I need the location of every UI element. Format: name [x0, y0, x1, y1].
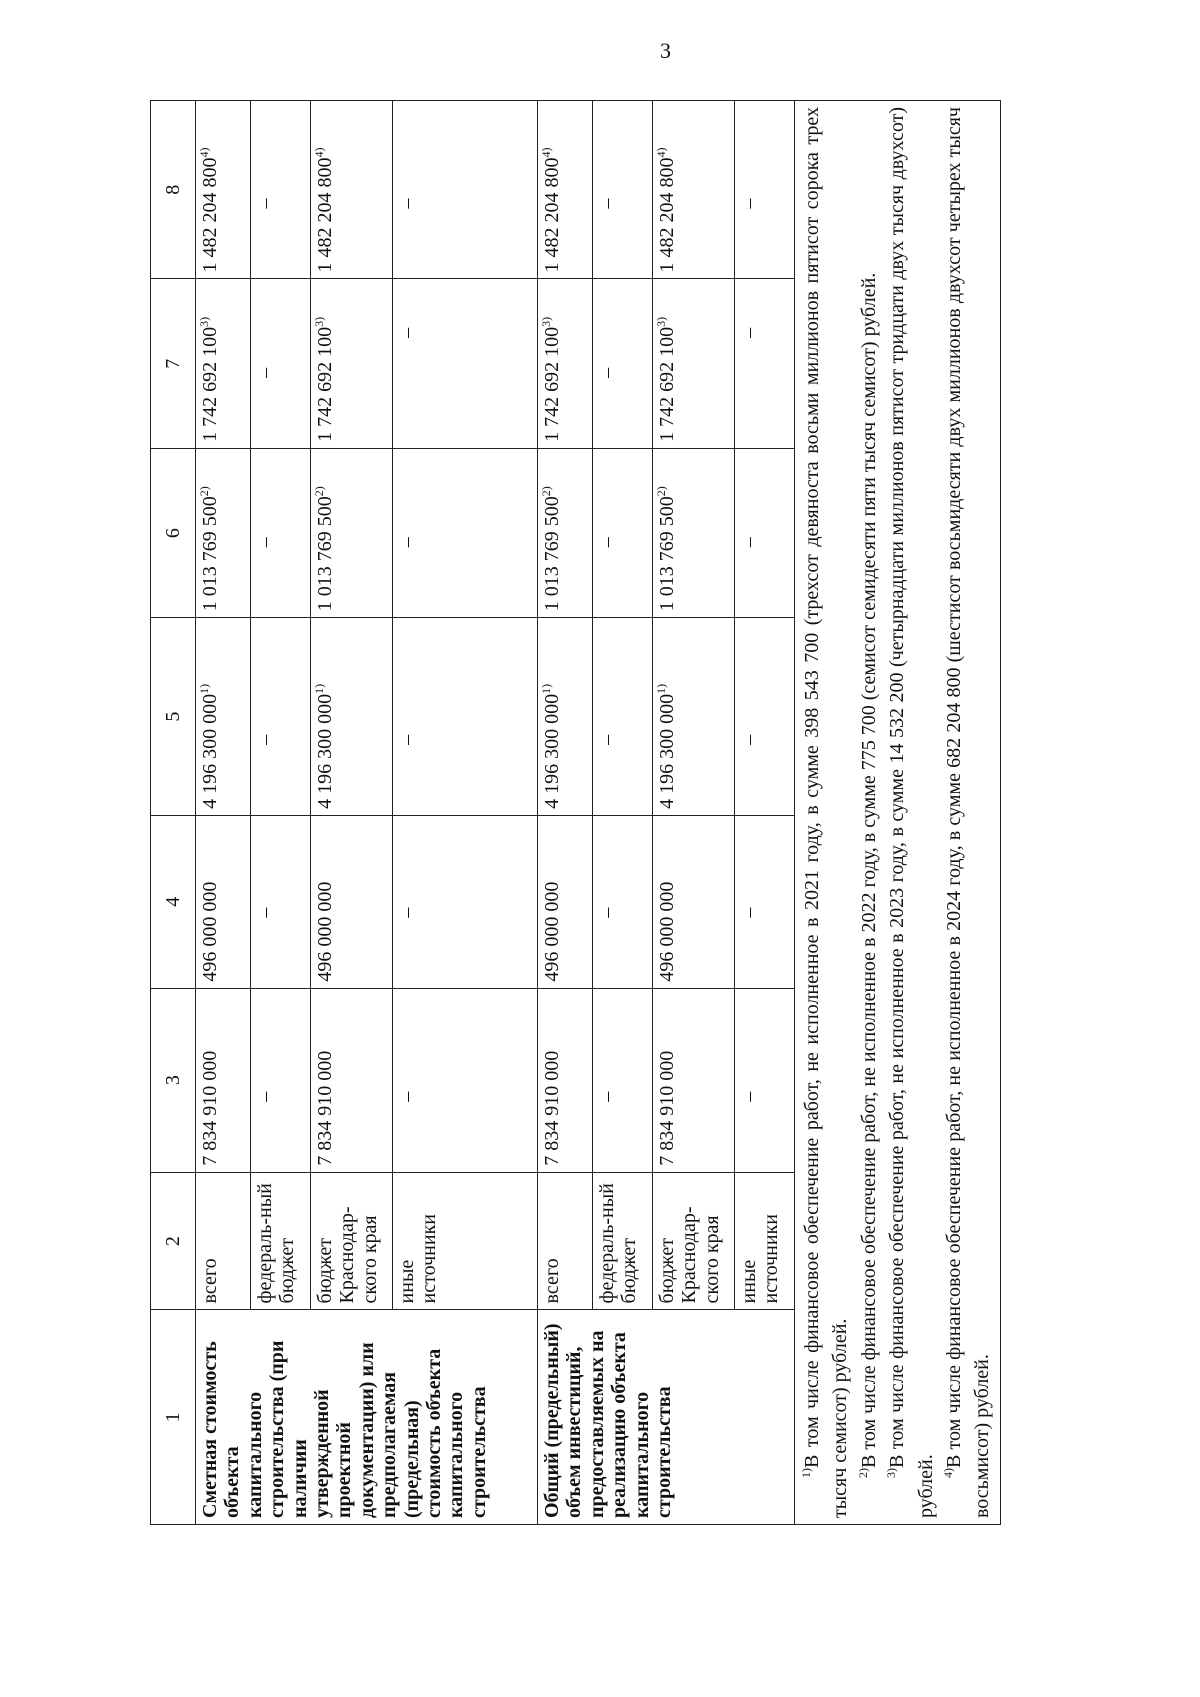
row-label-total-investment: Общий (предельный) объем инвестиций, предоставляемых на реализацию объекта капитального строительства [538, 1310, 795, 1525]
footnotes-row [795, 101, 1001, 1525]
value-cell: 4 196 300 000$^{1)}$ [196, 618, 251, 816]
footnote-ref: 3) [654, 316, 668, 327]
row-label-estimated-cost: Сметная стоимость объекта капитального строительства (при наличии утвержденной проектной документации) или предполагаемая (предельная) стоимость объекта капитального строительства [196, 1310, 538, 1525]
source-cell: бюджет Краснодар-ского края [653, 1172, 735, 1310]
footnote-ref: 2) [654, 486, 668, 497]
footnote-ref: 2) [539, 486, 553, 497]
footnote: $^{3)}$В том числе финансовое обеспечение работ, не исполненное в 2023 году, в сумме 14 532 200 (четырнадцати миллионов пятисот тридцати двух тысяч двухсот) рублей. [884, 107, 937, 1518]
value-cell: – [735, 101, 795, 280]
value-cell: – [593, 279, 653, 448]
financing-table [150, 100, 1001, 1525]
header-cell: 5 [151, 618, 196, 816]
value-cell: 1 742 692 100$^{3)}$ [196, 279, 251, 448]
source-cell: федераль-ный бюджет [251, 1172, 311, 1310]
value-cell: – [593, 101, 653, 280]
value-cell: – [593, 988, 653, 1172]
source-cell: иные источники [735, 1172, 795, 1310]
value-cell: – [251, 279, 311, 448]
value-cell: 1 013 769 500$^{2)}$ [196, 448, 251, 617]
value-cell: – [735, 279, 795, 448]
value-cell: – [251, 101, 311, 280]
footnote-ref: 4) [654, 147, 668, 158]
value-cell: – [735, 815, 795, 988]
value-cell: – [251, 618, 311, 816]
value-cell: 7 834 910 000 [196, 988, 251, 1172]
footnote-ref: 1) [539, 683, 553, 694]
footnote-ref: 1) [654, 683, 668, 694]
value-cell: 1 482 204 800$^{4)}$ [311, 101, 393, 280]
footnote-ref: 3) [539, 316, 553, 327]
value-cell: – [393, 988, 538, 1172]
source-cell: бюджет Краснодар-ского края [311, 1172, 393, 1310]
rotated-page-content [150, 100, 1085, 1525]
source-cell: всего [196, 1172, 251, 1310]
value-cell: 496 000 000 [311, 815, 393, 988]
value-cell: – [393, 618, 538, 816]
footnote: $^{2)}$В том числе финансовое обеспечение работ, не исполненное в 2022 году, в сумме 775 700 (семисот семидесяти пяти тысяч семисот) рублей. [855, 272, 880, 1478]
value-cell: 7 834 910 000 [538, 988, 593, 1172]
footnote-ref: 2) [312, 486, 326, 497]
header-cell: 4 [151, 815, 196, 988]
value-cell: – [251, 988, 311, 1172]
value-cell: 1 013 769 500$^{2)}$ [311, 448, 393, 617]
value-cell: 496 000 000 [538, 815, 593, 988]
value-cell: 496 000 000 [653, 815, 735, 988]
header-cell: 7 [151, 279, 196, 448]
page-number: 3 [660, 38, 671, 63]
value-cell: – [251, 448, 311, 617]
header-cell: 8 [151, 101, 196, 280]
value-cell: – [393, 101, 538, 280]
footnote-ref: 4) [312, 147, 326, 158]
header-cell: 6 [151, 448, 196, 617]
value-cell: – [735, 448, 795, 617]
table-row [196, 101, 251, 1525]
value-cell: – [593, 815, 653, 988]
header-cell: 1 [151, 1310, 196, 1525]
source-cell: всего [538, 1172, 593, 1310]
footnote-ref: 3) [197, 316, 211, 327]
value-cell: 4 196 300 000$^{1)}$ [653, 618, 735, 816]
value-cell: – [735, 988, 795, 1172]
footnote-ref: 3) [312, 316, 326, 327]
value-cell: – [593, 618, 653, 816]
value-cell: 1 742 692 100$^{3)}$ [653, 279, 735, 448]
value-cell: 7 834 910 000 [311, 988, 393, 1172]
value-cell: – [393, 279, 538, 448]
header-cell: 3 [151, 988, 196, 1172]
footnote-ref: 1) [312, 683, 326, 694]
value-cell: 1 742 692 100$^{3)}$ [538, 279, 593, 448]
header-cell: 2 [151, 1172, 196, 1310]
value-cell: 1 013 769 500$^{2)}$ [538, 448, 593, 617]
footnote-ref: 4) [197, 147, 211, 158]
table-row [538, 101, 593, 1525]
footnotes-cell [795, 101, 1001, 1525]
source-cell: федераль-ный бюджет [593, 1172, 653, 1310]
value-cell: 1 742 692 100$^{3)}$ [311, 279, 393, 448]
value-cell: – [735, 618, 795, 816]
value-cell: 4 196 300 000$^{1)}$ [311, 618, 393, 816]
value-cell: 4 196 300 000$^{1)}$ [538, 618, 593, 816]
source-cell: иные источники [393, 1172, 538, 1310]
value-cell: – [393, 815, 538, 988]
value-cell: 1 482 204 800$^{4)}$ [653, 101, 735, 280]
value-cell: – [393, 448, 538, 617]
footnote: $^{1)}$В том числе финансовое обеспечение работ, не исполненное в 2021 году, в сумме 398 543 700 (трехсот девяноста восьми миллионов пятисот сорока трех тысяч семисот) рублей. [799, 107, 852, 1518]
value-cell: – [251, 815, 311, 988]
value-cell: 496 000 000 [196, 815, 251, 988]
value-cell: 1 482 204 800$^{4)}$ [196, 101, 251, 280]
footnote-ref: 2) [197, 486, 211, 497]
value-cell: 7 834 910 000 [653, 988, 735, 1172]
value-cell: – [593, 448, 653, 617]
value-cell: 1 013 769 500$^{2)}$ [653, 448, 735, 617]
table-header-row [151, 101, 196, 1525]
footnote: $^{4)}$В том числе финансовое обеспечение работ, не исполненное в 2024 году, в сумме 682 204 800 (шестисот восьмидесяти двух миллионов двухсот четырех тысяч восьмисот) рублей. [940, 107, 994, 1518]
footnote-ref: 4) [539, 147, 553, 158]
value-cell: 1 482 204 800$^{4)}$ [538, 101, 593, 280]
footnote-ref: 1) [197, 683, 211, 694]
